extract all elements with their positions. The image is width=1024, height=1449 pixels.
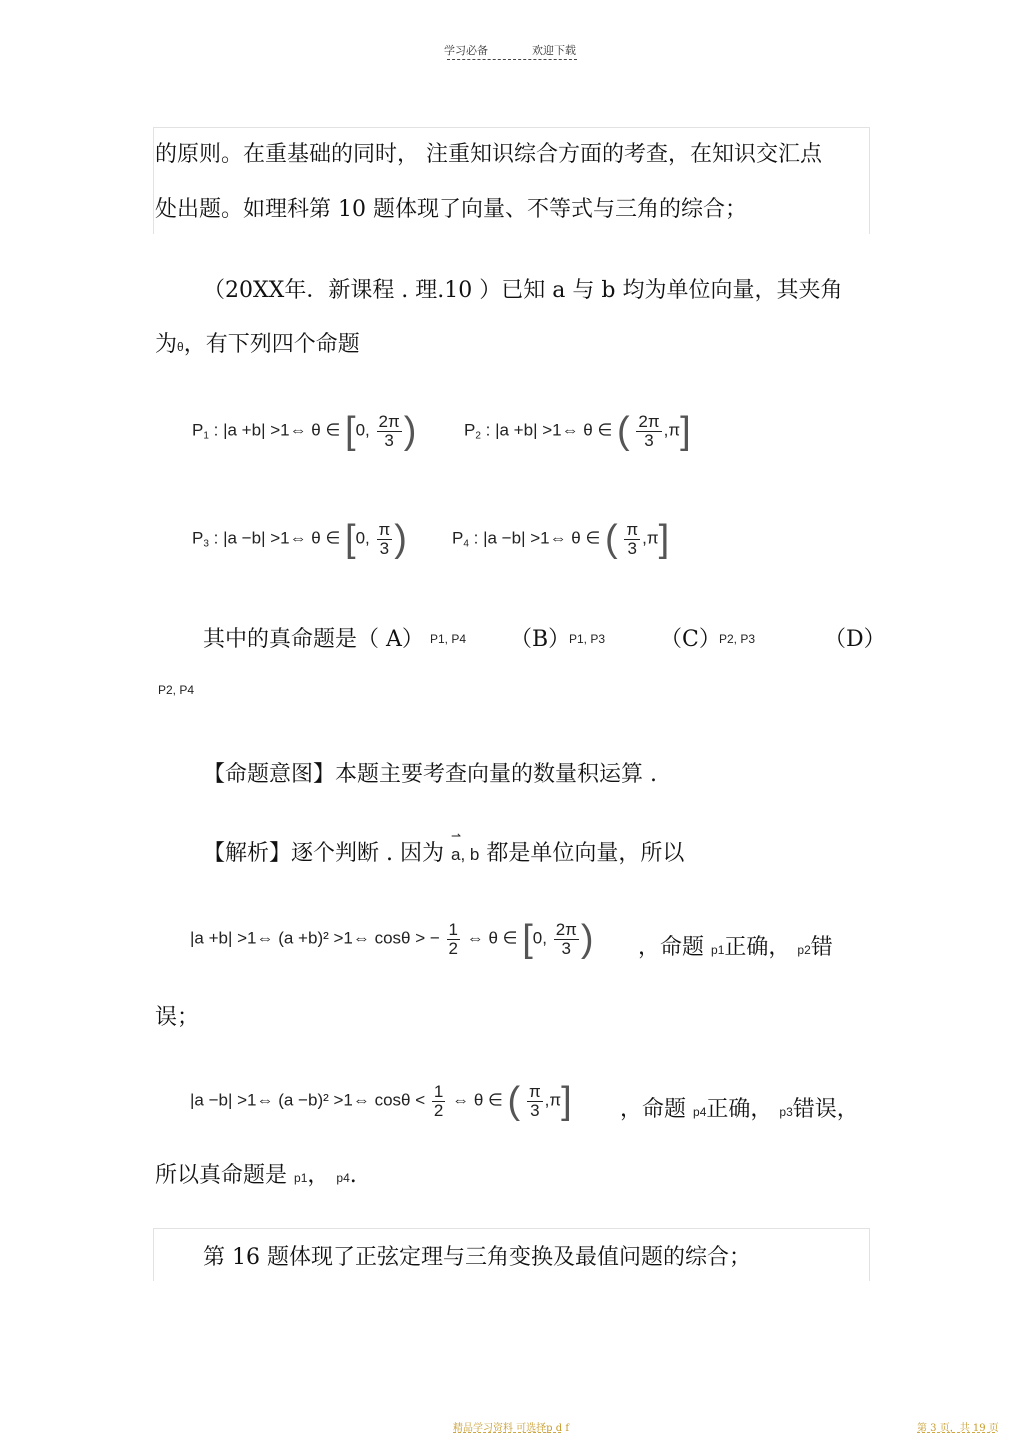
solve2-tail: ⇔ θ ∈ xyxy=(452,1090,503,1110)
solve2-math: |a −b| >1⇔ (a −b)² >1⇔ cosθ < xyxy=(190,1090,426,1110)
p2-upper: ,π xyxy=(663,420,681,440)
footer-left-divider xyxy=(453,1432,561,1433)
solve2-p3: p3 xyxy=(779,1105,793,1119)
choices-lead: 其中的真命题是（ A） xyxy=(203,627,424,652)
p4-body: : |a −b| >1⇔ θ ∈ xyxy=(473,528,601,548)
p1-fraction xyxy=(377,413,402,450)
solve1-expression xyxy=(190,920,594,958)
p3-close-bracket: ) xyxy=(394,518,407,560)
solve1-correct: 正确， xyxy=(724,935,791,960)
intent-line: 【命题意图】本题主要考查向量的数量积运算 . xyxy=(203,762,657,787)
analysis-pre: 【解析】逐个判断 . 因为 xyxy=(203,841,444,866)
solve2-num: 1 xyxy=(433,1081,444,1101)
question-line2-a: 为 xyxy=(155,332,178,357)
header-divider xyxy=(447,59,577,60)
p1-open-bracket: [ xyxy=(345,410,356,452)
solve1-p1: p1 xyxy=(711,943,725,957)
solve2-fnum: π xyxy=(528,1081,541,1101)
question-line2-b: ，有下列四个命题 xyxy=(183,332,360,357)
solve2-interval-fraction xyxy=(527,1083,543,1120)
solve2-upper: ,π xyxy=(544,1090,562,1110)
p2-num: 2π xyxy=(638,411,660,431)
p3-lower: 0, xyxy=(355,528,370,548)
p3-den: 3 xyxy=(379,538,390,558)
solve2-fden: 3 xyxy=(530,1100,540,1120)
solve1-p2: p2 xyxy=(797,943,811,957)
para1-line2: 处出题。如理科第 10 题体现了向量、不等式与三角的综合； xyxy=(155,197,747,222)
solve2-conclusion xyxy=(620,1092,859,1123)
choice-b: P1, P3 xyxy=(569,632,606,646)
solve2-line2-a: 所以真命题是 xyxy=(155,1163,288,1188)
p2-fraction xyxy=(636,413,661,450)
solve2-line2-sep: ， xyxy=(307,1163,330,1188)
solve2-fraction xyxy=(432,1083,445,1120)
solve1-line2: 误； xyxy=(155,1005,200,1030)
p4-den: 3 xyxy=(627,538,638,558)
solve1-tail: ⇔ θ ∈ xyxy=(466,928,518,948)
solve1-wrong: 错 xyxy=(810,935,833,960)
p3-num: π xyxy=(378,519,391,539)
footer-right-divider xyxy=(917,1432,995,1433)
solve1-lower: 0, xyxy=(532,928,547,948)
para1-line1: 的原则。在重基础的同时， 注重知识综合方面的考查，在知识交汇点 xyxy=(155,142,822,167)
p1-sub: 1 xyxy=(203,430,209,442)
proposition-p4 xyxy=(452,520,669,558)
p2-close-bracket: ] xyxy=(680,410,691,452)
p1-label: P xyxy=(192,420,204,440)
solve1-open-bracket: [ xyxy=(522,918,533,960)
solve1-den: 2 xyxy=(448,938,459,958)
choice-d-label: （D） xyxy=(824,627,886,652)
analysis-line xyxy=(203,836,684,867)
para16-line: 第 16 题体现了正弦定理与三角变换及最值问题的综合； xyxy=(203,1245,751,1270)
choice-a: P1, P4 xyxy=(430,632,467,646)
solve2-line2-p4: p4 xyxy=(336,1171,350,1185)
footer-left: 精品学习资料 可选择p d f xyxy=(453,1423,570,1434)
p2-body: : |a +b| >1⇔ θ ∈ xyxy=(485,420,613,440)
p4-upper: ,π xyxy=(642,528,659,548)
solve2-wrong: 错误， xyxy=(792,1097,859,1122)
p3-sub: 3 xyxy=(203,538,209,550)
choice-d: P2, P4 xyxy=(158,683,195,697)
solve1-math: |a +b| >1⇔ (a +b)² >1⇔ cosθ > − xyxy=(190,928,440,948)
solve1-fraction xyxy=(447,921,460,958)
header-right: 欢迎下载 xyxy=(532,44,576,57)
solve2-line2-end: . xyxy=(349,1163,357,1188)
solve1-text: ，命题 xyxy=(638,935,705,960)
solve1-close-bracket: ) xyxy=(580,918,594,960)
footer-page-number: 第 3 页，共 19 页 xyxy=(917,1423,999,1434)
proposition-p3 xyxy=(192,520,407,558)
p4-close-bracket: ] xyxy=(658,518,670,560)
solve1-fnum: 2π xyxy=(555,919,577,939)
p4-label: P xyxy=(452,528,464,548)
p1-close-bracket: ) xyxy=(403,410,417,452)
p1-num: 2π xyxy=(378,411,400,431)
question-line1: （20XX年．新课程 . 理.10 ）已知 a 与 b 均为单位向量，其夹角 xyxy=(203,278,843,303)
choice-c: P2, P3 xyxy=(719,632,756,646)
p2-label: P xyxy=(464,420,476,440)
solve1-conclusion xyxy=(638,930,833,961)
p3-fraction xyxy=(377,521,393,558)
solve2-p4: p4 xyxy=(693,1105,707,1119)
p4-fraction xyxy=(624,521,640,558)
proposition-p2 xyxy=(464,412,691,450)
solve2-text: ，命题 xyxy=(620,1097,687,1122)
solve2-expression xyxy=(190,1082,572,1120)
p2-sub: 2 xyxy=(475,430,481,442)
p3-open-bracket: [ xyxy=(345,518,356,560)
header-left: 学习必备 xyxy=(444,44,488,57)
choice-c-label: （C） xyxy=(660,627,721,652)
solve2-open-bracket: ( xyxy=(507,1080,521,1122)
question-line2 xyxy=(155,327,360,358)
p1-lower: 0, xyxy=(355,420,370,440)
p4-open-bracket: ( xyxy=(605,518,618,560)
theta-symbol: θ xyxy=(177,340,184,354)
analysis-vectors: ⇀ a, b xyxy=(451,845,479,865)
p2-open-bracket: ( xyxy=(617,410,630,452)
p3-label: P xyxy=(192,528,204,548)
p4-sub: 4 xyxy=(463,538,469,550)
p1-body: : |a +b| >1⇔ θ ∈ xyxy=(213,420,341,440)
proposition-p1 xyxy=(192,412,416,450)
solve1-fden: 3 xyxy=(561,938,572,958)
p1-den: 3 xyxy=(384,430,394,450)
solve2-close-bracket: ] xyxy=(561,1080,572,1122)
solve1-num: 1 xyxy=(448,919,459,939)
solve1-interval-fraction xyxy=(554,921,579,958)
solve2-correct: 正确， xyxy=(706,1097,773,1122)
p2-den: 3 xyxy=(644,430,654,450)
solve2-line2 xyxy=(155,1158,357,1189)
p3-body: : |a −b| >1⇔ θ ∈ xyxy=(213,528,341,548)
p4-num: π xyxy=(626,519,639,539)
choice-b-label: （B） xyxy=(510,627,571,652)
analysis-post: 都是单位向量，所以 xyxy=(486,841,685,866)
solve2-den: 2 xyxy=(433,1100,444,1120)
solve2-line2-p1: p1 xyxy=(294,1171,308,1185)
